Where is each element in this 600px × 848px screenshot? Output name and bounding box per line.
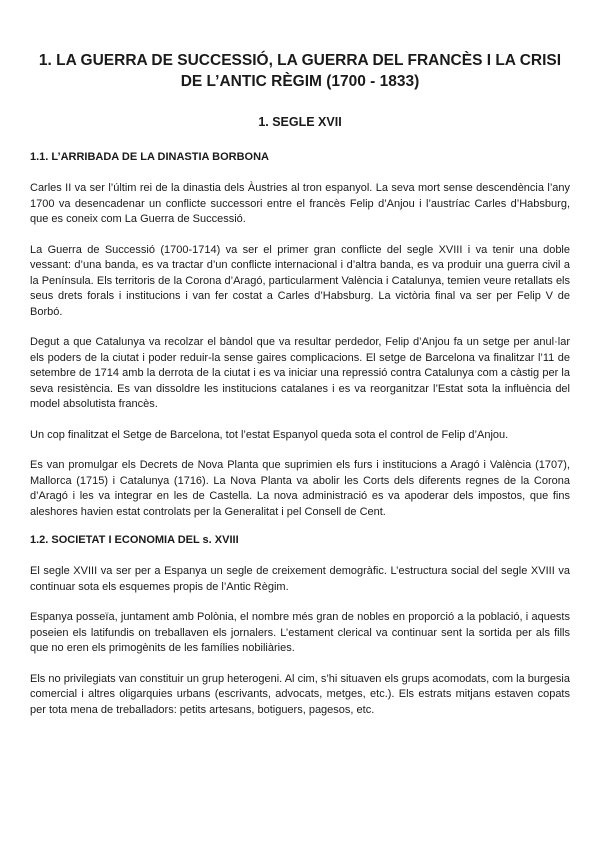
- paragraph: Es van promulgar els Decrets de Nova Planta que suprimien els furs i institucions a Aragó i València (1707), Mallorca (1715) i Catalunya (1716). La Nova Planta va abolir les Corts dels diferents regnes de la Corona d’Aragó i les va integrar en les de Castella. La nova administració es va apoderar dels impostos, que fins aleshores havien estat controlats per la Generalitat i pel Consell de Cent.: [30, 459, 570, 518]
- paragraph: Degut a que Catalunya va recolzar el bàndol que va resultar perdedor, Felip d’Anjou fa un setge per anul·lar els poders de la ciutat i poder reduir-la sense gaires complicacions. El setge de Barcelona va finalitzar l’11 de setembre de 1714 amb la derrota de la ciutat i es va iniciar una repressió contra Catalunya com a càstig per la seva resistència. Es van dissoldre les institucions catalanes i es va reorganitzar l’Estat sota la influència del model absolutista francès.: [30, 336, 570, 410]
- paragraph: Els no privilegiats van constituir un grup heterogeni. Al cim, s’hi situaven els grups acomodats, com la burgesia comercial i altres oligarquies urbans (escrivants, advocats, metges, etc.). Els estrats mitjans estaven copats per tota mena de treballadors: petits artesans, botiguers, pagesos, etc.: [30, 672, 570, 716]
- subsection-heading-1-1: 1.1. L’ARRIBADA DE LA DINASTIA BORBONA: [30, 151, 269, 163]
- document-title: 1. LA GUERRA DE SUCCESSIÓ, LA GUERRA DEL FRANCÈS I LA CRISI DE L’ANTIC RÈGIM (1700 - 1833): [38, 52, 562, 90]
- paragraph: La Guerra de Successió (1700-1714) va ser el primer gran conflicte del segle XVIII i va tenir una doble vessant: d’una banda, es va tractar d’un conflicte internacional i d’altra banda, es va produir una guerra civil a la Península. Els territoris de la Corona d’Aragó, particularment València i Catalunya, temien veure retallats els seus drets forals i institucions i van fer costat a Carles d’Habsburg. La victòria final va ser per Felip V de Borbó.: [30, 243, 570, 318]
- section-title: 1. SEGLE XVII: [258, 115, 342, 129]
- subsection-heading-1-2: 1.2. SOCIETAT I ECONOMIA DEL s. XVIII: [30, 534, 239, 546]
- paragraph: Espanya posseïa, juntament amb Polònia, el nombre més gran de nobles en proporció a la població, i aquests poseien els latifundis on treballaven els jornalers. L’estament clerical va continuar sent la sortida per als fills que no eren els primogènits de les famílies nobiliàries.: [30, 611, 570, 654]
- paragraph: El segle XVIII va ser per a Espanya un segle de creixement demogràfic. L’estructura social del segle XVIII va continuar sota els esquemes propis de l’Antic Règim.: [30, 565, 570, 593]
- paragraph: Un cop finalitzat el Setge de Barcelona, tot l’estat Espanyol queda sota el control de Felip d’Anjou.: [30, 428, 509, 441]
- paragraph: Carles II va ser l’últim rei de la dinastia dels Àustries al tron espanyol. La seva mort sense descendència l’any 1700 va desencadenar un conflicte successori entre el francès Felip d’Anjou i l’austríac Carles d’Habsburg, que es coneix com La Guerra de Successió.: [30, 182, 570, 225]
